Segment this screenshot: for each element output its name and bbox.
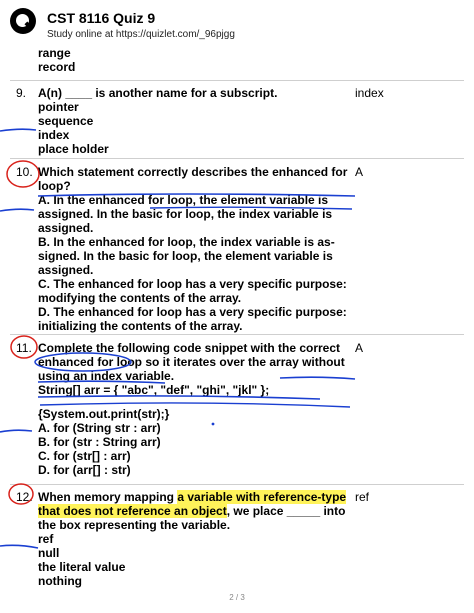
list-item: initializing the contents of the array. <box>38 319 243 333</box>
list-item: range <box>38 46 71 60</box>
ink-underline <box>0 545 38 548</box>
list-item: null <box>38 546 60 560</box>
list-item: ref <box>38 532 54 546</box>
question-answer: A <box>355 341 364 355</box>
list-item: D. The enhanced for loop has a very specific purpose: <box>38 305 347 319</box>
question-number: 12. <box>16 490 33 504</box>
question-options <box>38 532 125 588</box>
list-item: A. for (String str : arr) <box>38 421 161 435</box>
question-stem: When memory mapping a variable with reference-type that does not reference an object, we place _____ into the box representing the variable. <box>38 490 347 532</box>
code-line: {System.out.print(str);} <box>38 407 170 421</box>
ink-underline <box>0 129 36 131</box>
document-subtitle: Study online at https://quizlet.com/_96pjgg <box>47 29 235 40</box>
list-item: nothing <box>38 574 82 588</box>
document-title: CST 8116 Quiz 9 <box>47 10 156 26</box>
question-answer: ref <box>355 490 370 504</box>
list-item: index <box>38 128 70 142</box>
ink-underline <box>0 209 34 211</box>
question-options <box>38 193 347 333</box>
divider <box>10 158 464 159</box>
list-item: assigned. <box>38 263 94 277</box>
list-item: D. for (arr[] : str) <box>38 463 131 477</box>
divider <box>10 80 464 81</box>
list-item: B. for (str : String arr) <box>38 435 161 449</box>
question-answer: A <box>355 165 364 179</box>
page-header <box>0 0 474 44</box>
prev-question-options <box>38 46 75 74</box>
list-item: record <box>38 60 76 74</box>
list-item: place holder <box>38 142 109 156</box>
question-answer: index <box>355 86 384 100</box>
question-stem: A(n) ____ is another name for a subscript. <box>38 86 278 100</box>
question-stem: Complete the following code snippet with the correct enhanced for loop so it iterates over the array without using an index variable. String[] arr = { "abc", "def", "ghi", "jkl" }; <box>38 341 345 397</box>
list-item: C. The enhanced for loop has a very specific purpose: <box>38 277 347 291</box>
question-number: 11. <box>16 341 32 355</box>
list-item: C. for (str[] : arr) <box>38 449 131 463</box>
list-item: signed. In the basic for loop, the element variable is <box>38 249 333 263</box>
question-number: 10. <box>16 165 33 179</box>
list-item: B. In the enhanced for loop, the index variable is as- <box>38 235 335 249</box>
highlighted-text: that does not reference an object <box>38 504 227 518</box>
list-item: A. In the enhanced for loop, the element variable is <box>38 193 329 207</box>
divider <box>10 334 464 335</box>
ink-dot <box>212 423 215 426</box>
divider <box>10 484 464 485</box>
question-stem: Which statement correctly describes the enhanced for loop? <box>38 165 348 193</box>
quizlet-logo-icon <box>10 8 36 34</box>
list-item: the literal value <box>38 560 126 574</box>
list-item: pointer <box>38 100 79 114</box>
list-item: assigned. In the basic for loop, the index variable is <box>38 207 333 221</box>
question-options <box>38 407 169 477</box>
list-item: sequence <box>38 114 94 128</box>
ink-underline <box>0 430 32 432</box>
list-item: assigned. <box>38 221 94 235</box>
list-item: modifying the contents of the array. <box>38 291 242 305</box>
question-number: 9. <box>16 86 27 100</box>
highlighted-text: a variable with reference-type <box>177 490 347 504</box>
page-number: 2 / 3 <box>229 593 245 602</box>
question-options <box>38 100 109 156</box>
